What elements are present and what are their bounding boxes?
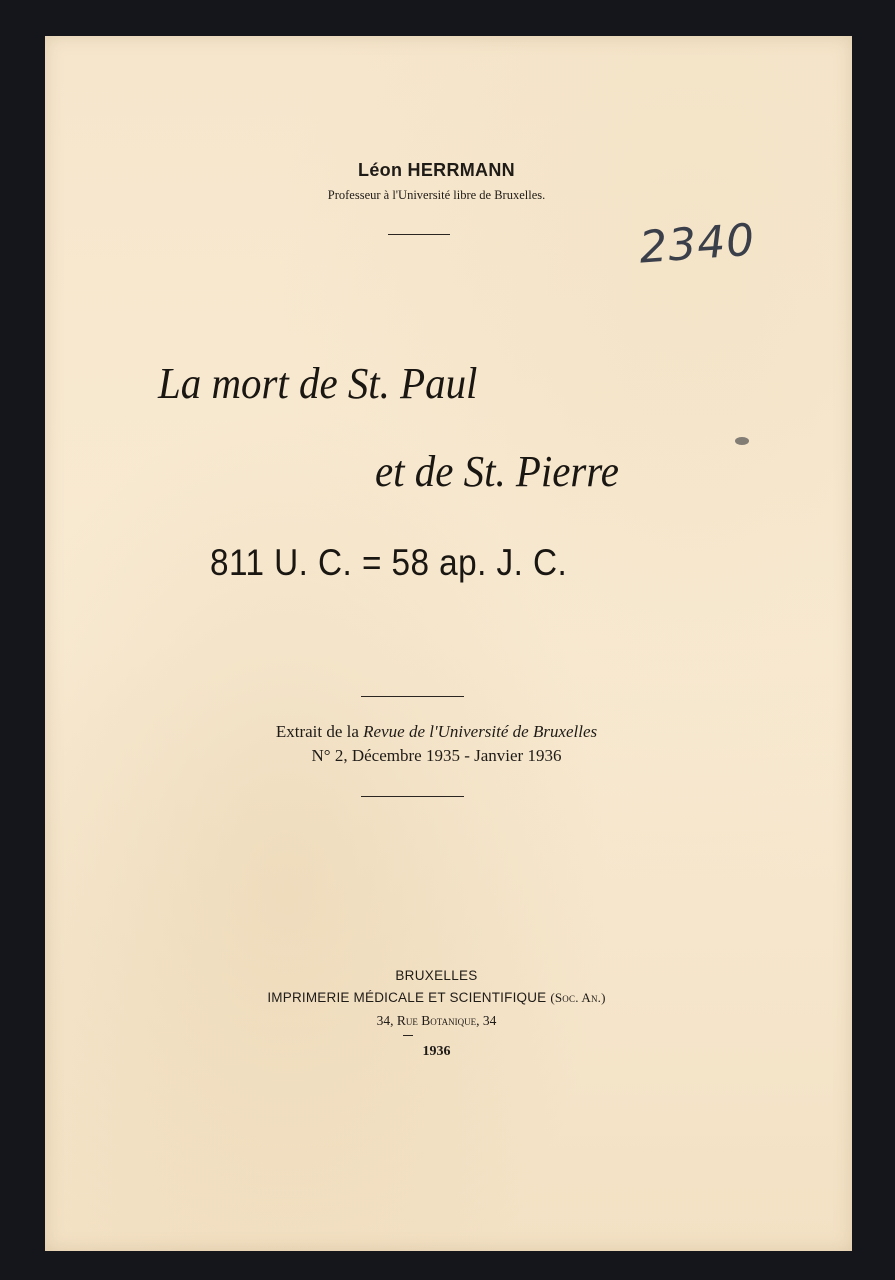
author-name: Léon HERRMANN	[358, 160, 515, 180]
imprint-city: BRUXELLES	[395, 968, 478, 983]
title-line-2: et de St. Pierre	[375, 447, 619, 496]
divider-year	[403, 1035, 413, 1036]
extract-issue: N° 2, Décembre 1935 - Janvier 1936	[311, 746, 562, 765]
divider-middle-top	[361, 696, 464, 697]
imprint-year: 1936	[422, 1044, 451, 1059]
divider-middle-bottom	[361, 796, 464, 797]
extract-prefix: Extrait de la	[275, 722, 364, 741]
title-dates: 811 U. C. = 58 ap. J. C.	[210, 542, 568, 583]
catalog-number-text: 2340	[637, 214, 757, 274]
handwritten-catalog-number	[635, 206, 775, 276]
journal-title: Revue de l'Université de Bruxelles	[363, 722, 598, 741]
title-line-1: La mort de St. Paul	[158, 359, 478, 408]
ink-spot	[735, 437, 749, 445]
author-affiliation: Professeur à l'Université libre de Bruxelles.	[327, 188, 546, 202]
printer-suffix: (Soc. An.)	[550, 990, 606, 1005]
title-page	[45, 36, 852, 1251]
imprint-address: 34, Rue Botanique, 34	[376, 1013, 497, 1028]
printer-name: IMPRIMERIE MÉDICALE ET SCIENTIFIQUE	[267, 990, 547, 1005]
imprint-printer	[33, 990, 840, 1006]
divider-top	[388, 234, 450, 235]
extract-source	[33, 722, 840, 742]
